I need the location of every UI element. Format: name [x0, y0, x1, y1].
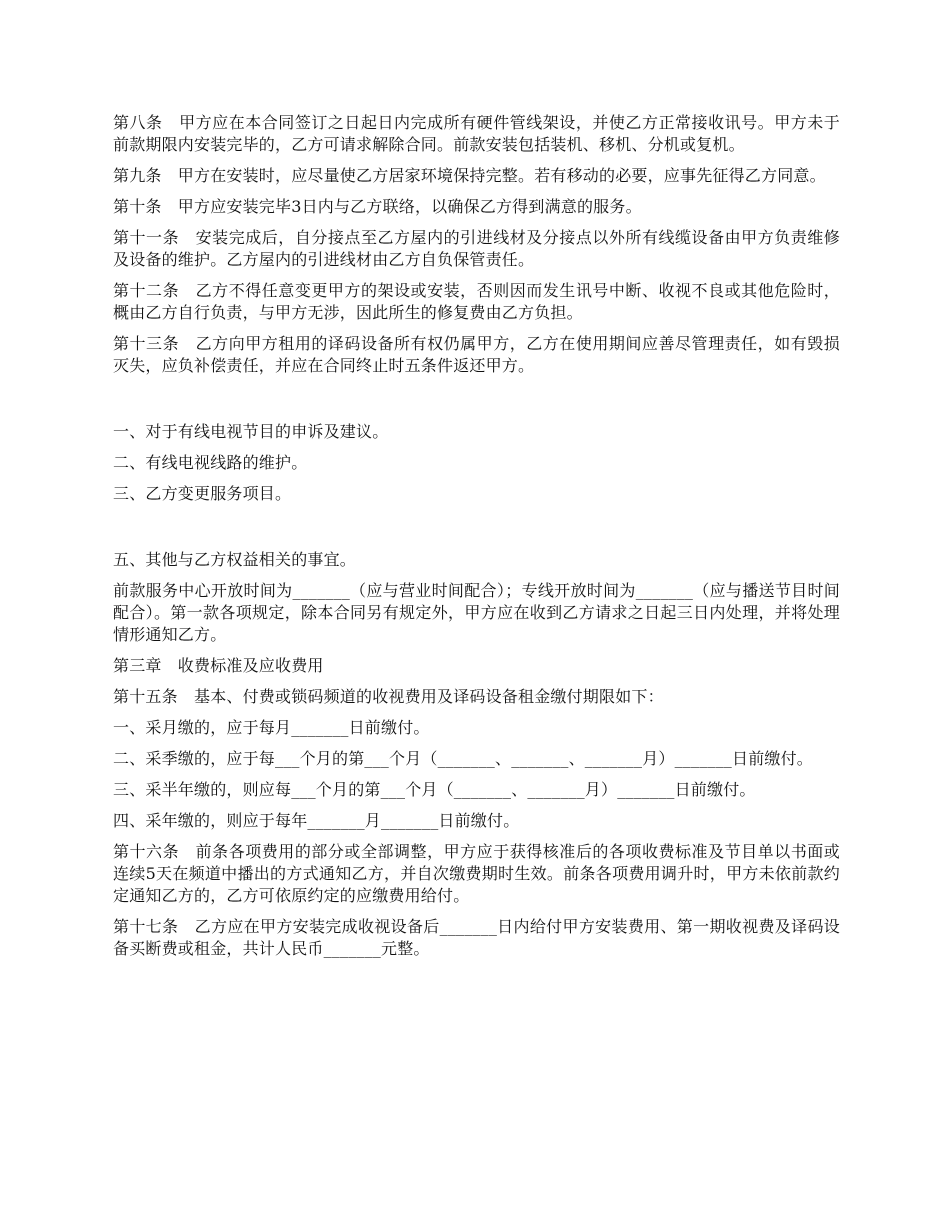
article-17: 第十七条 乙方应在甲方安装完成收视设备后_______日内给付甲方安装费用、第一期收视费及译码设备买断费或租金，共计人民币_______元整。: [113, 917, 840, 958]
article-13: 第十三条 乙方向甲方租用的译码设备所有权仍属甲方，乙方在使用期间应善尽管理责任，如有毁损灭失，应负补偿责任，并应在合同终止时五条件返还甲方。: [113, 334, 840, 375]
document-page: [113, 112, 840, 969]
article-8: 第八条 甲方应在本合同签订之日起日内完成所有硬件管线架设，并使乙方正常接收讯号。甲方未于前款期限内安装完毕的，乙方可请求解除合同。前款安装包括装机、移机、分机或复机。: [113, 113, 840, 154]
service-item-1: 一、对于有线电视节目的申诉及建议。: [113, 422, 389, 441]
service-item-3: 三、乙方变更服务项目。: [113, 484, 292, 503]
payment-quarterly: 二、采季缴的，应于每___个月的第___个月（_______、_______、_______月）_______日前缴付。: [113, 749, 814, 768]
article-16: 第十六条 前条各项费用的部分或全部调整，甲方应于获得核准后的各项收费标准及节目单以书面或连续5天在频道中播出的方式通知乙方，并自次缴费期时生效。前条各项费用调升时，甲方未依前款约定通知乙方的，乙方可依原约定的应缴费用给付。: [113, 842, 840, 905]
article-15: 第十五条 基本、付费或锁码频道的收视费用及译码设备租金缴付期限如下：: [113, 687, 664, 706]
article-12: 第十二条 乙方不得任意变更甲方的架设或安装，否则因而发生讯号中断、收视不良或其他危险时，概由乙方自行负责，与甲方无涉，因此所生的修复费由乙方负担。: [113, 281, 840, 322]
service-item-5: 五、其他与乙方权益相关的事宜。: [113, 550, 357, 569]
payment-annual: 四、采年缴的，则应于每年_______月_______日前缴付。: [113, 811, 520, 830]
payment-monthly: 一、采月缴的，应于每月_______日前缴付。: [113, 718, 430, 737]
blank-gap: [113, 514, 840, 549]
article-11: 第十一条 安装完成后，自分接点至乙方屋内的引进线材及分接点以外所有线缆设备由甲方负责维修及设备的维护。乙方屋内的引进线材由乙方自负保管责任。: [113, 228, 840, 269]
service-hours-clause: 前款服务中心开放时间为_______（应与营业时间配合）；专线开放时间为_______（应与播送节目时间配合）。第一款各项规定，除本合同另有规定外，甲方应在收到乙方请求之日起三日内处理，并将处理情形通知乙方。: [113, 581, 840, 644]
payment-semiannual: 三、采半年缴的，则应每___个月的第___个月（_______、_______月）_______日前缴付。: [113, 780, 756, 799]
chapter-3-heading: 第三章 收费标准及应收费用: [113, 656, 324, 675]
service-item-2: 二、有线电视线路的维护。: [113, 453, 308, 472]
article-10: 第十条 甲方应安装完毕3日内与乙方联络，以确保乙方得到满意的服务。: [113, 197, 642, 216]
article-9: 第九条 甲方在安装时，应尽量使乙方居家环境保持完整。若有移动的必要，应事先征得乙方同意。: [113, 166, 826, 185]
blank-gap: [113, 386, 840, 421]
